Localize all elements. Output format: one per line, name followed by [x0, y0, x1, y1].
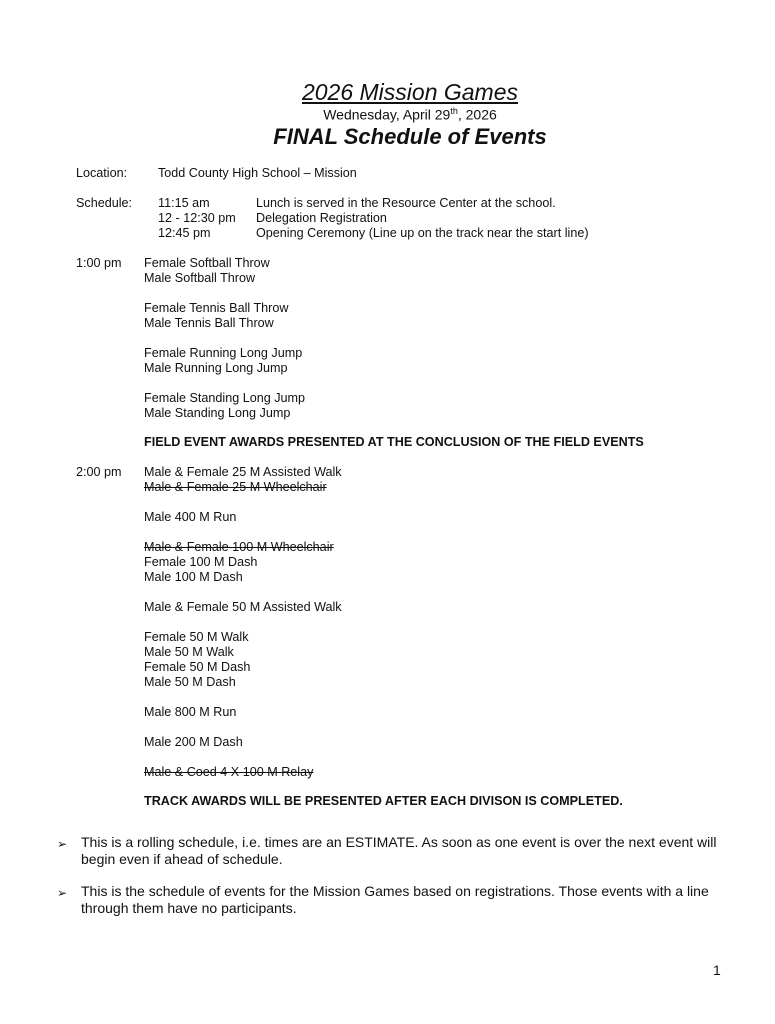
arrow-bullet-icon: ➢ [57, 837, 68, 851]
track-time: 2:00 pm [76, 465, 122, 479]
event-item: Male 400 M Run [144, 510, 237, 524]
location-value: Todd County High School – Mission [158, 166, 357, 180]
schedule-desc: Opening Ceremony (Line up on the track near the start line) [256, 226, 589, 240]
event-item: Male Tennis Ball Throw [144, 316, 274, 330]
event-item: Female Standing Long Jump [144, 391, 306, 405]
schedule-time: 12:45 pm [158, 226, 211, 240]
location-label: Location: [76, 166, 128, 180]
date-superscript: th [450, 106, 458, 116]
page-title: 2026 Mission Games [301, 79, 519, 105]
event-item: Female 50 M Dash [144, 660, 251, 674]
event-item: Female Softball Throw [144, 256, 270, 270]
schedule-heading: FINAL Schedule of Events [273, 124, 547, 149]
schedule-time: 11:15 am [158, 196, 210, 210]
event-item: Male & Female 25 M Assisted Walk [144, 465, 342, 479]
event-item: Male 800 M Run [144, 705, 237, 719]
note-paragraph: This is the schedule of events for the Mission Games based on registrations. Those events with a line through them have no participants. [81, 883, 709, 916]
schedule-desc: Delegation Registration [256, 211, 387, 225]
event-item: Female 100 M Dash [144, 555, 258, 569]
cancelled-event-item: Male & Female 100 M Wheelchair [144, 540, 334, 554]
event-item: Male 50 M Walk [144, 645, 234, 659]
event-item: Female Running Long Jump [144, 346, 303, 360]
note-paragraph: This is a rolling schedule, i.e. times are an ESTIMATE. As soon as one event is over the next event will begin even if ahead of schedule. [81, 834, 717, 867]
track-awards-note: TRACK AWARDS WILL BE PRESENTED AFTER EACH DIVISON IS COMPLETED. [144, 794, 623, 808]
field-awards-note: FIELD EVENT AWARDS PRESENTED AT THE CONCLUSION OF THE FIELD EVENTS [144, 435, 644, 449]
event-item: Male Softball Throw [144, 271, 256, 285]
date-suffix: , 2026 [457, 106, 497, 123]
schedule-time: 12 - 12:30 pm [158, 211, 236, 225]
field-time: 1:00 pm [76, 256, 122, 270]
event-item: Female Tennis Ball Throw [144, 301, 289, 315]
schedule-desc: Lunch is served in the Resource Center at the school. [256, 196, 556, 210]
event-item: Male Running Long Jump [144, 361, 288, 375]
page-number: 1 [713, 962, 721, 978]
event-item: Male Standing Long Jump [144, 406, 291, 420]
event-date [0, 106, 775, 123]
schedule-label: Schedule: [76, 196, 133, 210]
event-item: Male & Female 50 M Assisted Walk [144, 600, 342, 614]
cancelled-event-item: Male & Female 25 M Wheelchair [144, 480, 327, 494]
arrow-bullet-icon: ➢ [57, 886, 68, 900]
event-item: Male 200 M Dash [144, 735, 243, 749]
date-prefix: Wednesday, April 29 [323, 106, 451, 123]
event-item: Male 50 M Dash [144, 675, 236, 689]
event-item: Female 50 M Walk [144, 630, 249, 644]
cancelled-event-item: Male & Coed 4 X 100 M Relay [144, 765, 314, 779]
event-item: Male 100 M Dash [144, 570, 243, 584]
